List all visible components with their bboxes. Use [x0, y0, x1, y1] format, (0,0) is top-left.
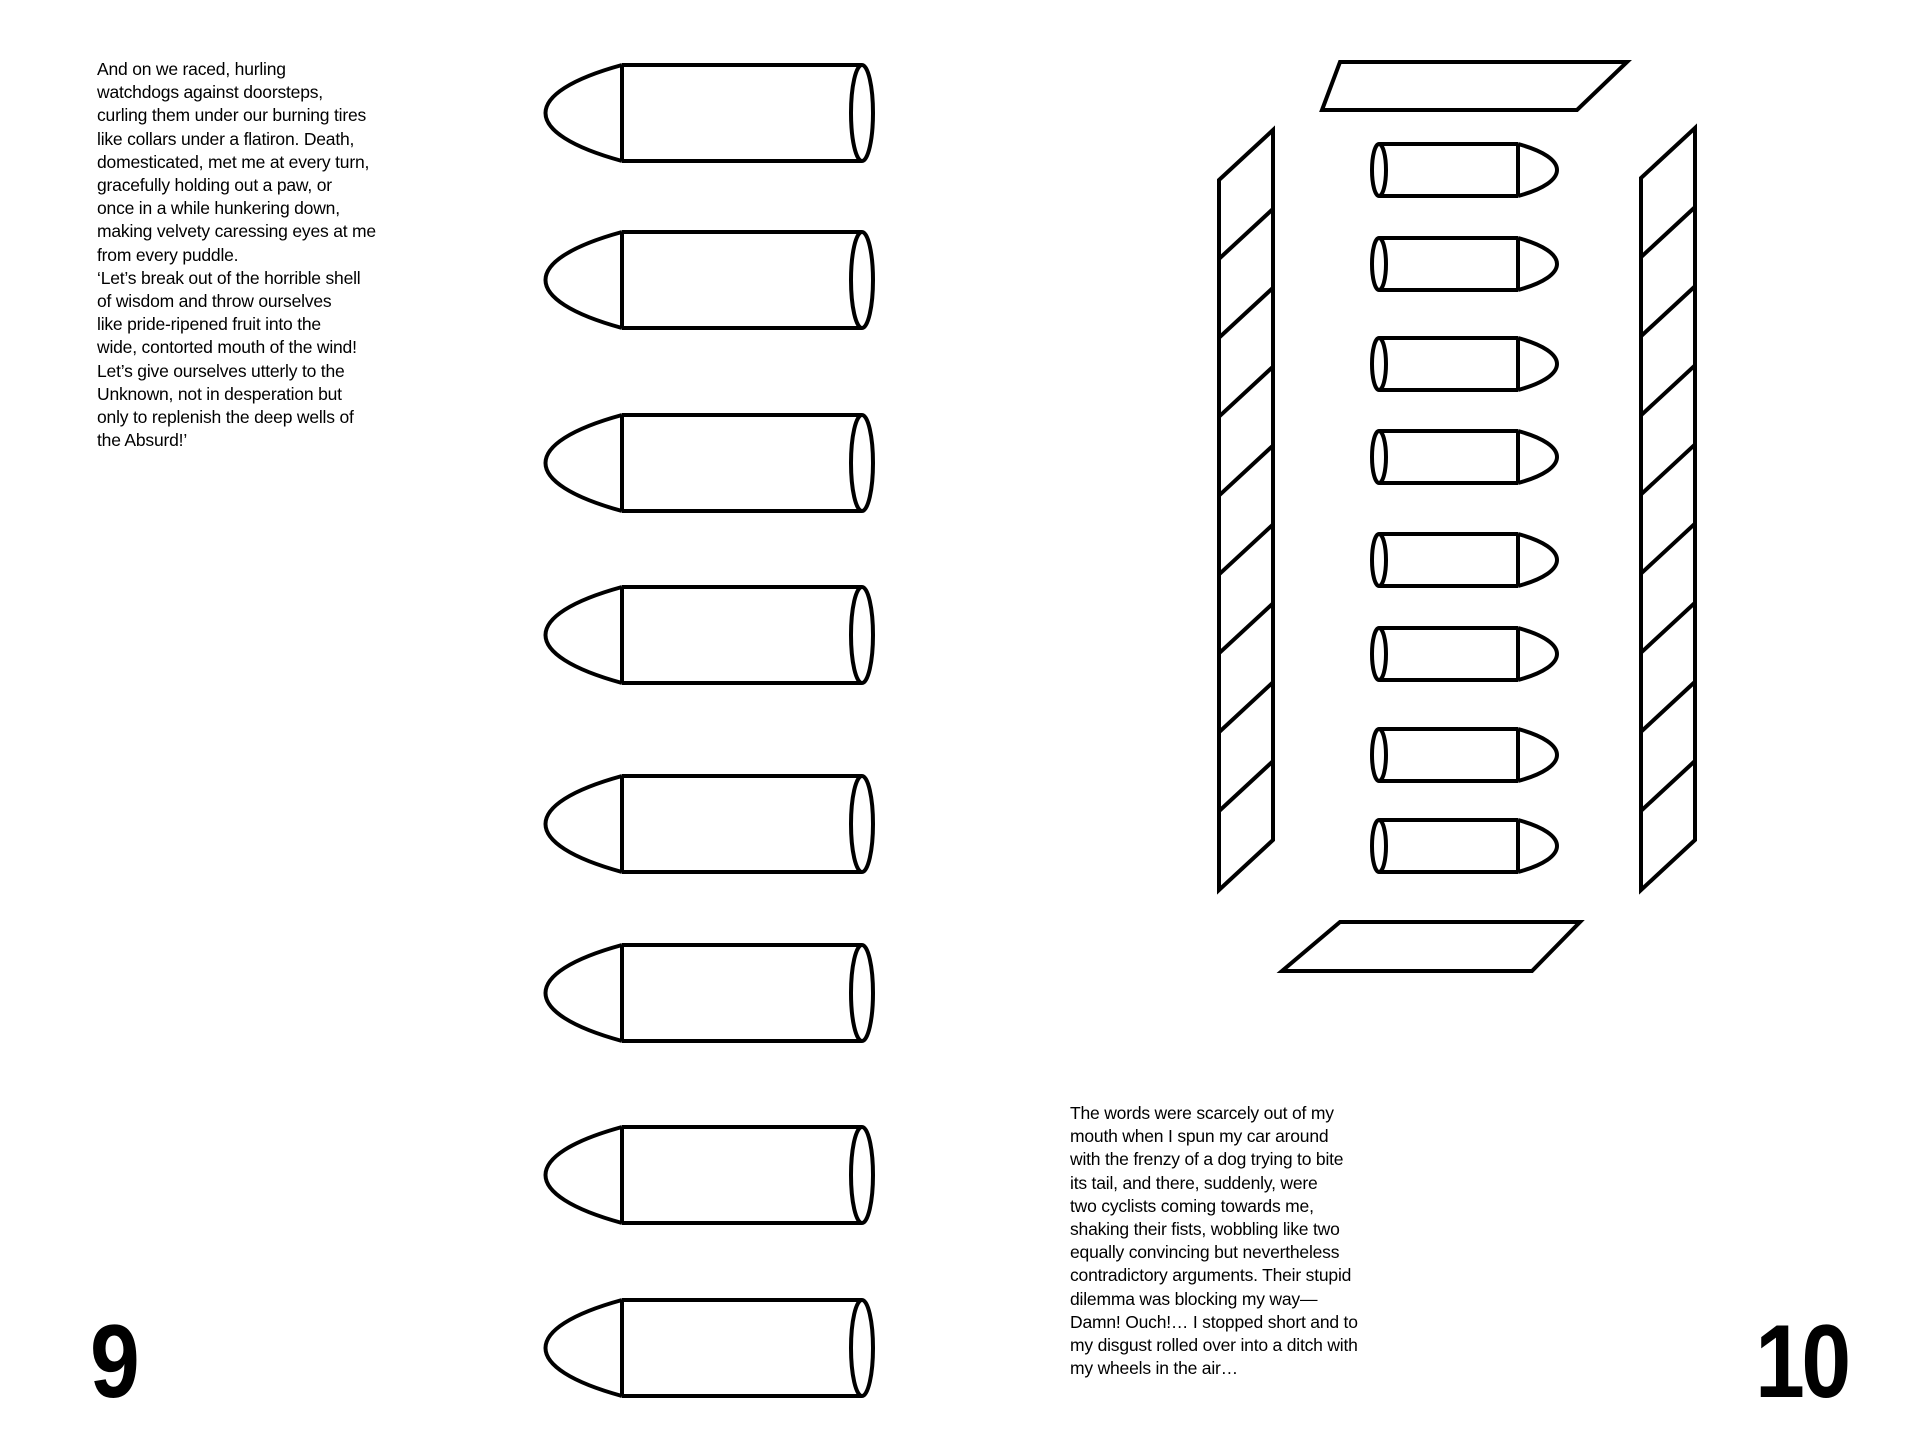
rail-rung	[1219, 288, 1273, 338]
text-line: of wisdom and throw ourselves	[97, 291, 332, 312]
text-line: shaking their fists, wobbling like two	[1070, 1219, 1340, 1240]
bullet-body	[622, 776, 862, 872]
bullet-base	[851, 587, 873, 683]
bullet-icon	[546, 65, 874, 161]
text-line: contradictory arguments. Their stupid	[1070, 1265, 1352, 1286]
rail-rung	[1219, 682, 1273, 732]
box-bullets	[1372, 144, 1557, 872]
rail-rung	[1641, 761, 1695, 811]
text-line: The words were scarcely out of my	[1070, 1103, 1334, 1123]
small-bullet-base	[1372, 431, 1386, 483]
bullet-icon	[546, 1300, 874, 1396]
rail-rung	[1641, 286, 1695, 336]
rail-rung	[1641, 444, 1695, 494]
bullet-body	[622, 945, 862, 1041]
small-bullet-body	[1379, 729, 1518, 781]
bullet-body	[622, 587, 862, 683]
small-bullet-icon	[1372, 729, 1557, 781]
text-line: domesticated, met me at every turn,	[97, 151, 370, 172]
text-line: curling them under our burning tires	[97, 105, 367, 126]
text-line: mouth when I spun my car around	[1070, 1126, 1329, 1147]
text-line: Damn! Ouch!… I stopped short and to	[1070, 1311, 1358, 1332]
bullet-body	[622, 65, 862, 161]
text-line: like collars under a flatiron. Death,	[97, 128, 355, 149]
rail-outline	[1641, 128, 1695, 890]
bullet-icon	[546, 232, 874, 328]
text-line: dilemma was blocking my way—	[1070, 1288, 1318, 1309]
bullet-tip	[546, 776, 623, 872]
bullet-column-icon	[546, 65, 874, 1396]
text-line: the Absurd!’	[97, 430, 188, 451]
bullet-tip	[546, 945, 623, 1041]
bullet-body	[622, 232, 862, 328]
rail-rung	[1219, 761, 1273, 811]
rail-outline	[1219, 130, 1273, 890]
rail-rung	[1641, 365, 1695, 415]
text-line: only to replenish the deep wells of	[97, 407, 354, 428]
text-line: watchdogs against doorsteps,	[97, 82, 323, 103]
bullet-icon	[546, 1127, 874, 1223]
small-bullet-tip	[1518, 534, 1557, 586]
small-bullet-body	[1379, 628, 1518, 680]
rail-rung	[1641, 603, 1695, 653]
rail-rung	[1219, 367, 1273, 417]
small-bullet-icon	[1372, 431, 1557, 483]
rail-rung	[1219, 209, 1273, 259]
bullet-base	[851, 1127, 873, 1223]
small-bullet-base	[1372, 729, 1386, 781]
bullet-tip	[546, 65, 623, 161]
small-bullet-icon	[1372, 628, 1557, 680]
text-line: my disgust rolled over into a ditch with	[1070, 1335, 1358, 1356]
top-parallelogram	[1322, 62, 1627, 110]
bullet-base	[851, 1300, 873, 1396]
rail-rung	[1219, 524, 1273, 574]
rail-rung	[1641, 524, 1695, 574]
small-bullet-icon	[1372, 534, 1557, 586]
bullet-tip	[546, 415, 623, 511]
bullet-icon	[546, 945, 874, 1041]
small-bullet-base	[1372, 238, 1386, 290]
small-bullet-body	[1379, 820, 1518, 872]
small-bullet-tip	[1518, 144, 1557, 196]
small-bullet-tip	[1518, 820, 1557, 872]
small-bullet-base	[1372, 820, 1386, 872]
small-bullet-body	[1379, 534, 1518, 586]
left-rail-icon	[1219, 130, 1273, 890]
bullet-base	[851, 776, 873, 872]
small-bullet-icon	[1372, 820, 1557, 872]
text-line: ‘Let’s break out of the horrible shell	[97, 267, 361, 288]
bullet-body	[622, 1127, 862, 1223]
small-bullet-tip	[1518, 729, 1557, 781]
small-bullet-body	[1379, 431, 1518, 483]
small-bullet-body	[1379, 238, 1518, 290]
bullet-tip	[546, 232, 623, 328]
text-line: once in a while hunkering down,	[97, 198, 340, 219]
bullet-icon	[546, 776, 874, 872]
rail-rung	[1219, 603, 1273, 653]
small-bullet-base	[1372, 338, 1386, 390]
small-bullet-icon	[1372, 238, 1557, 290]
small-bullet-icon	[1372, 338, 1557, 390]
text-line: Let’s give ourselves utterly to the	[97, 360, 345, 381]
small-bullet-icon	[1372, 144, 1557, 196]
text-line: gracefully holding out a paw, or	[97, 175, 332, 196]
bullet-tip	[546, 1127, 623, 1223]
text-line: its tail, and there, suddenly, were	[1070, 1172, 1318, 1193]
bullet-base	[851, 232, 873, 328]
text-line: like pride-ripened fruit into the	[97, 314, 321, 335]
bullet-base	[851, 415, 873, 511]
small-bullet-body	[1379, 144, 1518, 196]
rail-rung	[1641, 682, 1695, 732]
text-line: with the frenzy of a dog trying to bite	[1070, 1149, 1344, 1170]
small-bullet-tip	[1518, 628, 1557, 680]
page-number-left: 9	[90, 1304, 137, 1420]
small-bullet-base	[1372, 144, 1386, 196]
text-line: Unknown, not in desperation but	[97, 383, 342, 404]
right-rail-icon	[1641, 128, 1695, 890]
bullet-icon	[546, 587, 874, 683]
small-bullet-tip	[1518, 431, 1557, 483]
text-line: equally convincing but nevertheless	[1070, 1242, 1340, 1263]
small-bullet-tip	[1518, 238, 1557, 290]
rail-rung	[1219, 446, 1273, 496]
small-bullet-tip	[1518, 338, 1557, 390]
bullet-body	[622, 415, 862, 511]
text-line: two cyclists coming towards me,	[1070, 1195, 1314, 1216]
bullet-body	[622, 1300, 862, 1396]
bullet-tip	[546, 587, 623, 683]
page-number-right: 10	[1755, 1304, 1848, 1420]
text-line: making velvety caressing eyes at me	[97, 221, 376, 242]
text-line: my wheels in the air…	[1070, 1358, 1238, 1379]
rail-rung	[1641, 207, 1695, 257]
text-line: And on we raced, hurling	[97, 59, 286, 79]
text-line: wide, contorted mouth of the wind!	[97, 337, 357, 358]
small-bullet-base	[1372, 628, 1386, 680]
bullet-icon	[546, 415, 874, 511]
small-bullet-body	[1379, 338, 1518, 390]
bullet-base	[851, 65, 873, 161]
bullet-box-icon	[1219, 62, 1695, 971]
bullet-base	[851, 945, 873, 1041]
small-bullet-base	[1372, 534, 1386, 586]
bottom-parallelogram	[1282, 922, 1580, 971]
text-line: from every puddle.	[97, 244, 239, 265]
bullet-tip	[546, 1300, 623, 1396]
